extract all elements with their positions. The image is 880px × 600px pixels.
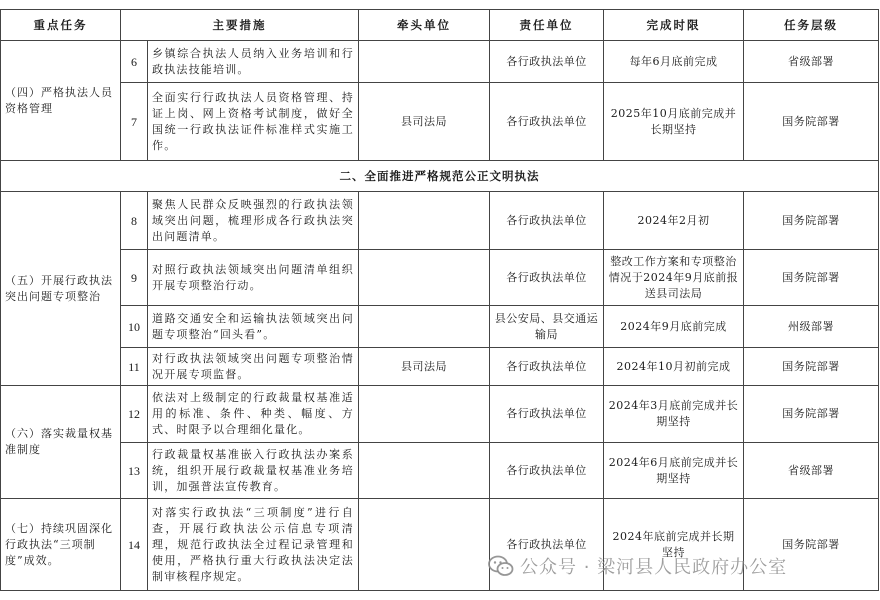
- header-measure: 主要措施: [121, 10, 359, 41]
- lead-cell: 县司法局: [359, 83, 490, 161]
- lead-cell: [359, 443, 490, 499]
- resp-cell: 各行政执法单位: [490, 443, 604, 499]
- table-row: [1, 250, 879, 306]
- resp-cell: 各行政执法单位: [490, 41, 604, 83]
- section-row: [1, 161, 879, 192]
- level-cell: 国务院部署: [744, 83, 879, 161]
- level-cell: 国务院部署: [744, 250, 879, 306]
- row-number: 14: [121, 499, 148, 591]
- row-number: 6: [121, 41, 148, 83]
- table-row: [1, 386, 879, 443]
- measure-cell: 对落实行政执法“三项制度”进行自查，开展行政执法公示信息专项清理，规范行政执法全过程记录管理和使用，严格执行重大行政执法决定法制审核程序规定。: [148, 499, 359, 591]
- lead-cell: [359, 41, 490, 83]
- deadline-cell: 2024年底前完成并长期坚持: [604, 499, 744, 591]
- table-row: [1, 348, 879, 386]
- resp-cell: 各行政执法单位: [490, 250, 604, 306]
- measure-cell: 全面实行行政执法人员资格管理、持证上岗、网上资格考试制度，做好全国统一行政执法证件标准样式实施工作。: [148, 83, 359, 161]
- deadline-cell: 2024年3月底前完成并长期坚持: [604, 386, 744, 443]
- measure-cell: 依法对上级制定的行政裁量权基准适用的标准、条件、种类、幅度、方式、时限予以合理细化量化。: [148, 386, 359, 443]
- row-number: 10: [121, 306, 148, 348]
- table-row: [1, 499, 879, 591]
- lead-cell: [359, 306, 490, 348]
- lead-cell: [359, 192, 490, 250]
- table-row: [1, 83, 879, 161]
- lead-cell: 县司法局: [359, 348, 490, 386]
- measure-cell: 对行政执法领域突出问题专项整治情况开展专项监督。: [148, 348, 359, 386]
- header-task: 重点任务: [1, 10, 121, 41]
- task-cell: （四）严格执法人员资格管理: [1, 41, 121, 161]
- measure-cell: 乡镇综合执法人员纳入业务培训和行政执法技能培训。: [148, 41, 359, 83]
- header-lead: 牵头单位: [359, 10, 490, 41]
- level-cell: 国务院部署: [744, 386, 879, 443]
- header-level: 任务层级: [744, 10, 879, 41]
- row-number: 9: [121, 250, 148, 306]
- table-row: [1, 192, 879, 250]
- deadline-cell: 2024年2月初: [604, 192, 744, 250]
- resp-cell: 各行政执法单位: [490, 386, 604, 443]
- lead-cell: [359, 386, 490, 443]
- task-table: [0, 9, 879, 591]
- table-row: [1, 306, 879, 348]
- row-number: 7: [121, 83, 148, 161]
- header-resp: 责任单位: [490, 10, 604, 41]
- lead-cell: [359, 499, 490, 591]
- resp-cell: 各行政执法单位: [490, 83, 604, 161]
- measure-cell: 聚焦人民群众反映强烈的行政执法领域突出问题，梳理形成各行政执法突出问题清单。: [148, 192, 359, 250]
- level-cell: 省级部署: [744, 41, 879, 83]
- section-title: 二、全面推进严格规范公正文明执法: [1, 161, 879, 192]
- deadline-cell: 2024年10月初前完成: [604, 348, 744, 386]
- table-row: [1, 41, 879, 83]
- resp-cell: 各行政执法单位: [490, 499, 604, 591]
- resp-cell: 县公安局、县交通运输局: [490, 306, 604, 348]
- task-cell: （七）持续巩固深化行政执法“三项制度”成效。: [1, 499, 121, 591]
- measure-cell: 对照行政执法领域突出问题清单组织开展专项整治行动。: [148, 250, 359, 306]
- level-cell: 州级部署: [744, 306, 879, 348]
- deadline-cell: 2025年10月底前完成并长期坚持: [604, 83, 744, 161]
- measure-cell: 行政裁量权基准嵌入行政执法办案系统，组织开展行政裁量权基准业务培训，加强普法宣传教育。: [148, 443, 359, 499]
- resp-cell: 各行政执法单位: [490, 348, 604, 386]
- deadline-cell: 2024年6月底前完成并长期坚持: [604, 443, 744, 499]
- task-cell: （六）落实裁量权基准制度: [1, 386, 121, 499]
- level-cell: 国务院部署: [744, 192, 879, 250]
- deadline-cell: 2024年9月底前完成: [604, 306, 744, 348]
- watermark-text: 公众号 · 梁河县人民政府办公室: [520, 557, 788, 578]
- measure-cell: 道路交通安全和运输执法领域突出问题专项整治“回头看”。: [148, 306, 359, 348]
- row-number: 8: [121, 192, 148, 250]
- table-row: [1, 443, 879, 499]
- deadline-cell: 整改工作方案和专项整治情况于2024年9月底前报送县司法局: [604, 250, 744, 306]
- lead-cell: [359, 250, 490, 306]
- row-number: 11: [121, 348, 148, 386]
- row-number: 12: [121, 386, 148, 443]
- header-row: [1, 10, 879, 41]
- level-cell: 国务院部署: [744, 499, 879, 591]
- header-deadline: 完成时限: [604, 10, 744, 41]
- level-cell: 省级部署: [744, 443, 879, 499]
- level-cell: 国务院部署: [744, 348, 879, 386]
- resp-cell: 各行政执法单位: [490, 192, 604, 250]
- task-cell: （五）开展行政执法突出问题专项整治: [1, 192, 121, 386]
- row-number: 13: [121, 443, 148, 499]
- deadline-cell: 每年6月底前完成: [604, 41, 744, 83]
